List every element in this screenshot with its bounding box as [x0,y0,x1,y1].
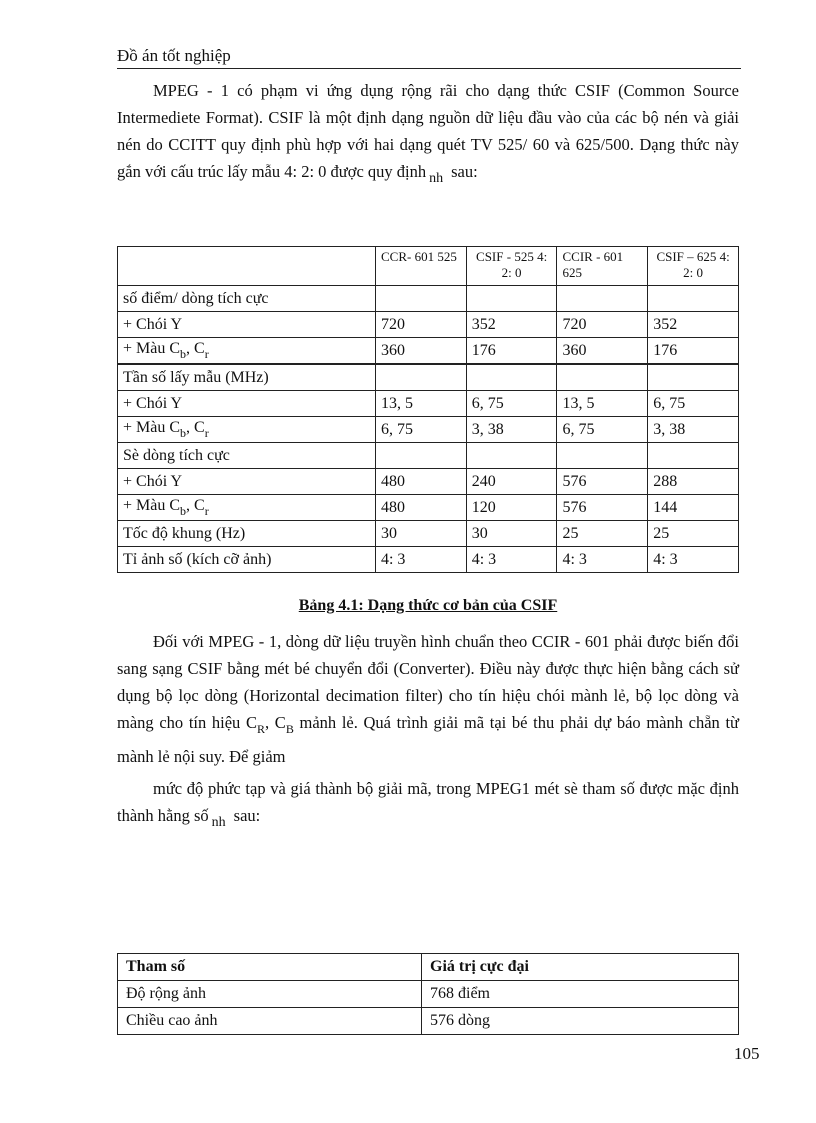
table-cell: 360 [557,338,648,365]
paragraph-mpeg1-conversion: Đối với MPEG - 1, dòng dữ liệu truyền hình chuẩn theo CCIR - 601 phải được biến đổi sang sạng CSIF bằng mét bé chuyển đổi (Converter). Điều này được thực hiện bằng cách sử dụng bộ lọc dòng (Horizontal decimation filter) cho tín hiệu chói mành lẻ, bộ lọc dòng và màng cho tín hiệu $C_R$, $C_B$ mảnh lẻ. Quá trình giải mã tại bé thu phải dự báo mành chẵn từ mành lẻ nội suy. Để giảm [117,632,739,766]
table-cell [648,286,739,312]
table-header-row [118,247,739,286]
table-cell: 576 dòng [422,1008,739,1035]
row-label: + Chói Y [118,312,376,338]
table-cell: 25 [557,521,648,547]
row-label: + Chói Y [118,391,376,417]
row-label: Tần số lấy mẫu (MHz) [118,364,376,391]
table-cell: 4: 3 [466,547,557,573]
table-cell: 6, 75 [466,391,557,417]
table-row [118,443,739,469]
table-cell [648,443,739,469]
table-cell: 576 [557,495,648,521]
table-cell [375,286,466,312]
table-cell: 720 [375,312,466,338]
row-label: + Chói Y [118,469,376,495]
running-header: Đồ án tốt nghiệp [117,46,741,69]
table-cell: 176 [648,338,739,365]
table-cell: 6, 75 [375,417,466,443]
table-cell: 6, 75 [557,417,648,443]
table-cell: 120 [466,495,557,521]
table-row [118,338,739,365]
table-cell: 576 [557,469,648,495]
paragraph-csif-intro: MPEG - 1 có phạm vi ứng dụng rộng rãi cho dạng thức CSIF (Common Source Intermediete Format). CSIF là một định dạng nguồn dữ liệu đầu vào của các bộ nén và giải nén do CCITT quy định phù hợp với hai dạng quét TV 525/ 60 và 625/500. Dạng thức này gắn với cấu trúc lấy mẫu 4: 2: 0 được quy định $_{nh}$ sau: [117,81,739,186]
table-row [118,547,739,573]
table-cell: 30 [466,521,557,547]
table-cell: 720 [557,312,648,338]
row-label: Tỉ ảnh số (kích cỡ ảnh) [118,547,376,573]
table-cell [466,443,557,469]
table-cell [375,443,466,469]
table-cell: 144 [648,495,739,521]
table-cell: 13, 5 [375,391,466,417]
row-label: Sè dòng tích cực [118,443,376,469]
table-header-cell: CCIR - 601 625 [557,247,648,286]
table-cell [648,364,739,391]
table-cell: 352 [466,312,557,338]
row-label: + Màu $C_b$, $C_r$ [118,338,376,365]
row-label: + Màu $C_b$, $C_r$ [118,417,376,443]
table-cell: 13, 5 [557,391,648,417]
table-row [118,417,739,443]
table-row [118,286,739,312]
table-cell: 360 [375,338,466,365]
table-header-cell: Tham số [118,954,422,981]
table-row [118,521,739,547]
table-cell: 3, 38 [466,417,557,443]
table-cell [375,364,466,391]
table-cell [557,364,648,391]
table-cell: 176 [466,338,557,365]
table-cell [557,286,648,312]
table-caption: Bảng 4.1: Dạng thức cơ bản của CSIF [298,597,558,614]
table-cell [466,364,557,391]
table-cell: 480 [375,469,466,495]
csif-format-table [117,246,739,573]
table-cell: 480 [375,495,466,521]
table-cell: 3, 38 [648,417,739,443]
parameter-table [117,953,739,1035]
table-cell: 288 [648,469,739,495]
table-cell [466,286,557,312]
table-header-row [118,954,739,981]
row-label: số điểm/ dòng tích cực [118,286,376,312]
table-row [118,1008,739,1035]
table-cell: 240 [466,469,557,495]
table-cell: 4: 3 [557,547,648,573]
table-header-cell: CSIF - 525 4: 2: 0 [466,247,557,286]
table-cell: 352 [648,312,739,338]
table-cell: 4: 3 [648,547,739,573]
table-row [118,312,739,338]
table-header-cell [118,247,376,286]
table-header-cell: CCR- 601 525 [375,247,466,286]
table-row [118,391,739,417]
paragraph-mpeg1-constants: mức độ phức tạp và giá thành bộ giải mã, trong MPEG1 mét sè tham số được mặc định thành hằng số $_{nh}$ sau: [117,779,739,830]
table-cell: Chiều cao ảnh [118,1008,422,1035]
row-label: Tốc độ khung (Hz) [118,521,376,547]
table-cell: 30 [375,521,466,547]
table-cell: 768 điểm [422,981,739,1008]
table-cell: 4: 3 [375,547,466,573]
table-row [118,981,739,1008]
row-label: + Màu $C_b$, $C_r$ [118,495,376,521]
table-row [118,469,739,495]
table-cell: 6, 75 [648,391,739,417]
table-header-cell: CSIF – 625 4: 2: 0 [648,247,739,286]
table-cell: 25 [648,521,739,547]
table-row [118,495,739,521]
table-cell: Độ rộng ảnh [118,981,422,1008]
page-number: 105 [734,1044,760,1063]
table-cell [557,443,648,469]
table-header-cell: Giá trị cực đại [422,954,739,981]
table-row [118,364,739,391]
